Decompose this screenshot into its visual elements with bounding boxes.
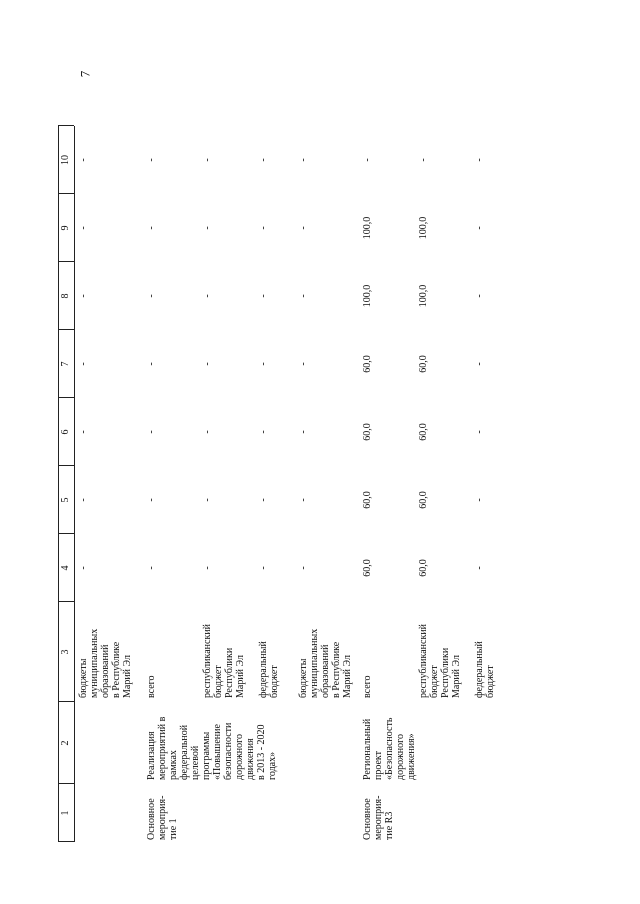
- header-separator: [58, 533, 74, 534]
- row-event-label: Основное мероприя- тие R3: [362, 795, 395, 840]
- row-value-cell: -: [298, 566, 309, 570]
- row-value-cell: -: [146, 362, 157, 366]
- row-funding-source: всего: [362, 675, 373, 698]
- row-value-cell: -: [202, 498, 213, 502]
- row-value-cell: -: [202, 430, 213, 434]
- row-value-cell: -: [146, 226, 157, 230]
- header-separator: [58, 397, 74, 398]
- col-header-8: 8: [60, 293, 71, 299]
- row-value-cell: -: [362, 158, 373, 162]
- row-value-cell: -: [258, 226, 269, 230]
- row-event-name: Реализация мероприятий в рамках федеральной целевой программы «Повышение безопасности дорожного движения в 2013 - 2020 годах»: [146, 716, 278, 780]
- row-value-cell: -: [146, 566, 157, 570]
- header-separator: [58, 193, 74, 194]
- row-event-label: Основное мероприя- тие 1: [146, 795, 179, 840]
- col-header-9: 9: [60, 225, 71, 231]
- row-value-cell: 100,0: [362, 284, 373, 308]
- row-value-cell: -: [258, 498, 269, 502]
- header-separator: [58, 329, 74, 330]
- row-value-cell: -: [202, 566, 213, 570]
- page-number: 7: [77, 70, 93, 78]
- row-value-cell: -: [202, 362, 213, 366]
- rotated-table: [58, 62, 578, 842]
- row-value-cell: 100,0: [362, 216, 373, 240]
- row-value-cell: 60,0: [362, 355, 373, 373]
- col-header-5: 5: [60, 497, 71, 503]
- row-funding-source: федеральный бюджет: [258, 641, 280, 698]
- row-value-cell: 60,0: [418, 559, 429, 577]
- row-value-cell: -: [146, 158, 157, 162]
- row-value-cell: -: [258, 566, 269, 570]
- col-header-1: 1: [60, 810, 71, 816]
- row-value-cell: -: [298, 226, 309, 230]
- col-header-3: 3: [60, 649, 71, 655]
- row-value-cell: -: [474, 566, 485, 570]
- row-funding-source: всего: [146, 675, 157, 698]
- col-header-10: 10: [60, 155, 71, 165]
- header-separator: [58, 701, 74, 702]
- col-header-7: 7: [60, 361, 71, 367]
- row-value-cell: -: [474, 226, 485, 230]
- header-separator: [58, 783, 74, 784]
- row-value-cell: -: [258, 158, 269, 162]
- row-value-cell: 100,0: [418, 284, 429, 308]
- header-separator: [58, 601, 74, 602]
- row-value-cell: -: [474, 294, 485, 298]
- row-value-cell: -: [418, 158, 429, 162]
- header-separator: [58, 125, 74, 126]
- row-value-cell: -: [78, 566, 89, 570]
- col-header-6: 6: [60, 429, 71, 435]
- row-value-cell: -: [202, 158, 213, 162]
- row-value-cell: -: [78, 158, 89, 162]
- header-separator: [58, 465, 74, 466]
- row-value-cell: -: [474, 362, 485, 366]
- row-value-cell: 60,0: [362, 423, 373, 441]
- row-value-cell: -: [474, 498, 485, 502]
- row-value-cell: 60,0: [418, 423, 429, 441]
- row-value-cell: -: [78, 294, 89, 298]
- row-value-cell: -: [146, 498, 157, 502]
- row-value-cell: -: [298, 158, 309, 162]
- row-funding-source: республиканский бюджет Республики Марий Эл: [418, 623, 462, 698]
- row-value-cell: -: [78, 226, 89, 230]
- row-value-cell: -: [298, 294, 309, 298]
- row-value-cell: -: [474, 430, 485, 434]
- row-funding-source: федеральный бюджет: [474, 641, 496, 698]
- row-value-cell: 60,0: [418, 491, 429, 509]
- row-value-cell: -: [298, 362, 309, 366]
- row-funding-source: бюджеты муниципальных образований в Республике Марий Эл: [298, 628, 353, 698]
- row-value-cell: -: [258, 294, 269, 298]
- row-value-cell: -: [202, 294, 213, 298]
- row-value-cell: 60,0: [418, 355, 429, 373]
- row-value-cell: -: [146, 430, 157, 434]
- header-bottom-border: [74, 126, 75, 842]
- row-value-cell: -: [78, 430, 89, 434]
- row-value-cell: -: [298, 498, 309, 502]
- col-header-4: 4: [60, 565, 71, 571]
- row-value-cell: -: [146, 294, 157, 298]
- row-value-cell: -: [258, 430, 269, 434]
- table-frame: [58, 62, 578, 842]
- row-value-cell: 60,0: [362, 491, 373, 509]
- header-separator: [58, 261, 74, 262]
- col-header-2: 2: [60, 740, 71, 746]
- row-funding-source: бюджеты муниципальных образований в Республике Марий Эл: [78, 628, 133, 698]
- row-value-cell: 60,0: [362, 559, 373, 577]
- row-value-cell: -: [474, 158, 485, 162]
- row-funding-source: республиканский бюджет Республики Марий Эл: [202, 623, 246, 698]
- header-separator: [58, 841, 74, 842]
- row-value-cell: -: [78, 362, 89, 366]
- row-value-cell: -: [202, 226, 213, 230]
- row-value-cell: -: [298, 430, 309, 434]
- row-value-cell: -: [78, 498, 89, 502]
- table-top-border: [58, 126, 59, 842]
- row-value-cell: 100,0: [418, 216, 429, 240]
- row-event-name: Региональный проект «Безопасность дорожного движения»: [362, 717, 417, 780]
- row-value-cell: -: [258, 362, 269, 366]
